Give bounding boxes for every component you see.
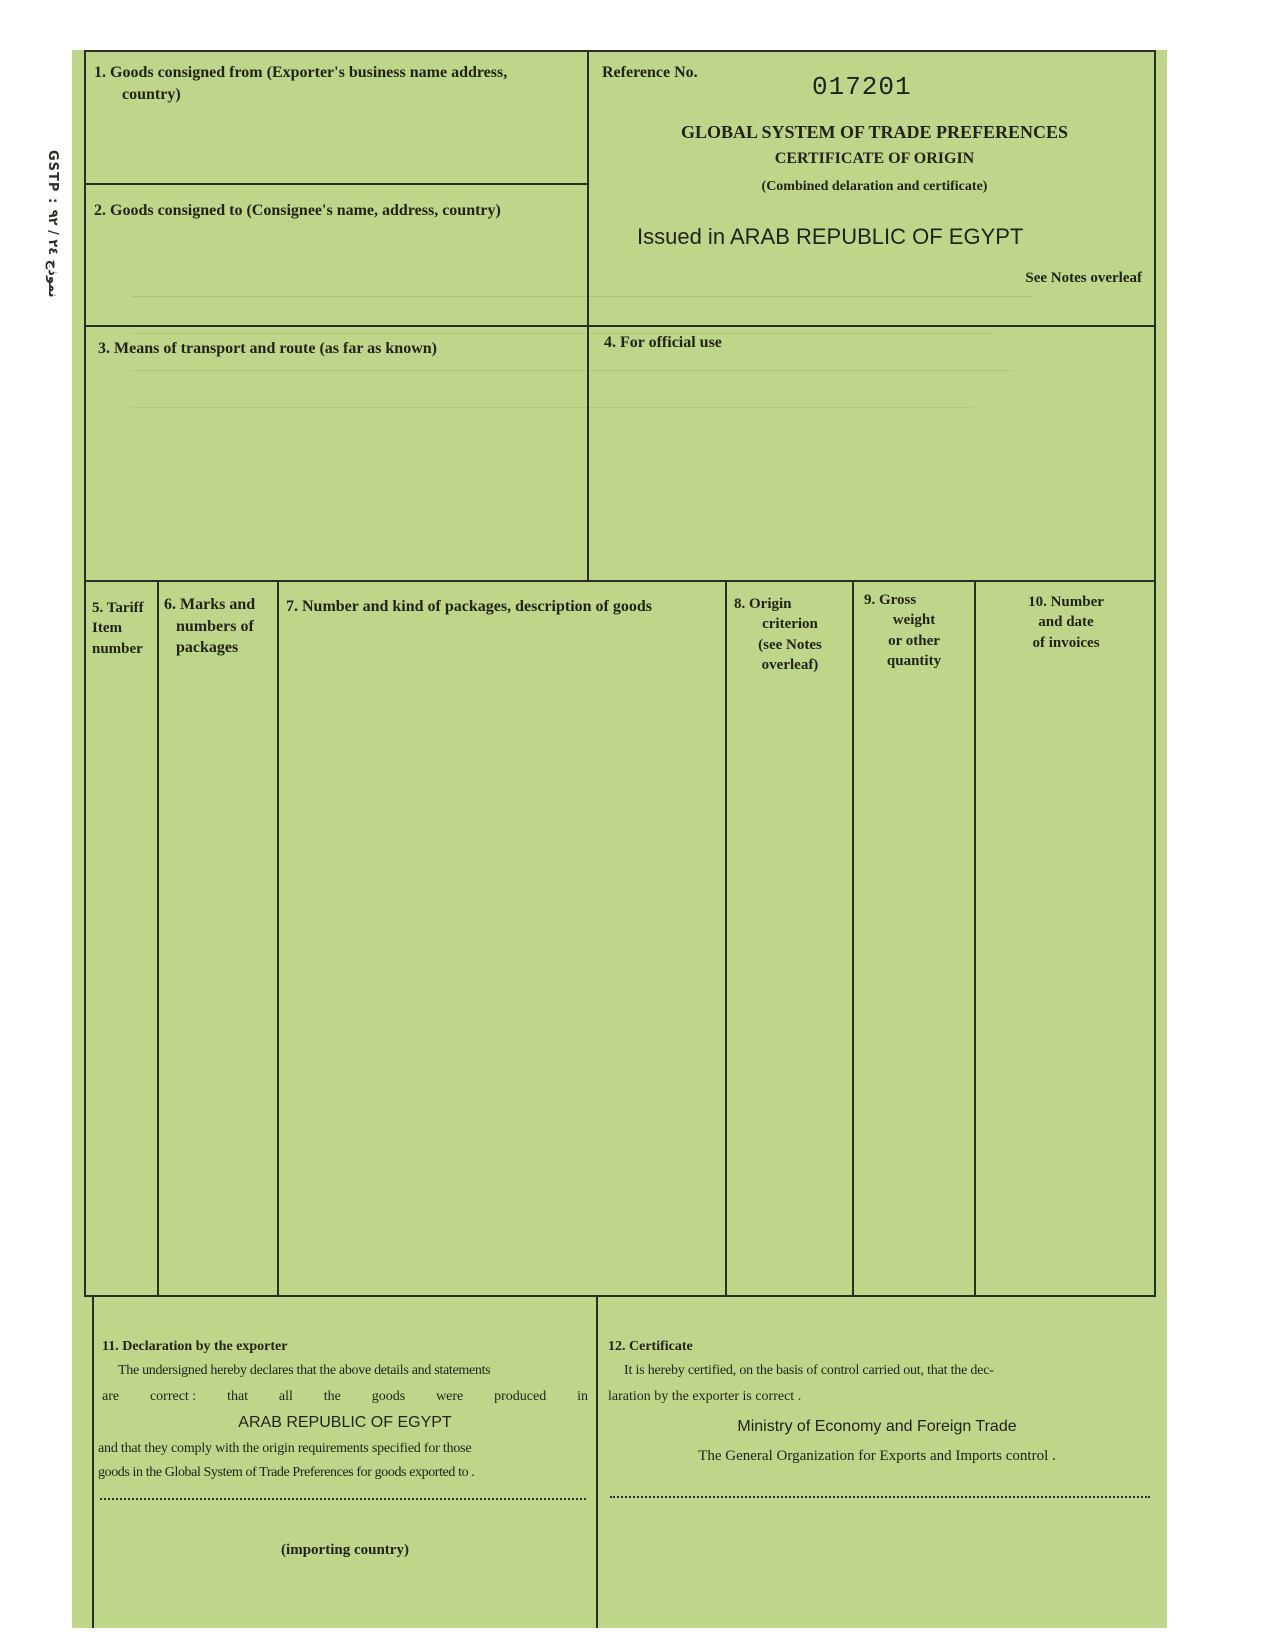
rule-row2 [84,325,1156,327]
rule-top [84,50,1156,52]
box12-line2: laration by the exporter is correct . [608,1389,802,1404]
col8-line4: overleaf) [761,656,819,673]
box11-line3: and that they comply with the origin requirements specified for those [98,1441,472,1456]
col9-line3: or other [888,632,940,649]
col9-header [856,590,972,671]
rule-header-divider [587,50,589,582]
col9-line2: weight [892,612,936,629]
rule-col8 [852,580,854,1295]
col7-line1: 7. Number and kind of packages, description of goods [286,598,652,615]
col7-header [286,596,726,618]
col8-header [730,594,850,675]
col5-line2: Item [92,620,122,637]
col5-line3: number [92,640,143,657]
box11-caption: (importing country) [281,1542,409,1558]
box11-word: are [102,1389,120,1404]
box12-organization: The General Organization for Exports and Imports control . [698,1448,1056,1464]
box11-line4: goods in the Global System of Trade Preferences for goods exported to . [98,1465,475,1480]
rule-row3 [84,580,1156,582]
box3-label: 3. Means of transport and route (as far as known) [98,340,437,357]
col5-header [92,598,158,659]
box12-dotted-line [610,1496,1150,1498]
col9-line4: quantity [886,652,942,669]
col10-line3: of invoices [1032,634,1100,651]
box11-line2 [102,1388,588,1407]
rule-col9 [974,580,976,1295]
issued-prefix: Issued in [637,224,726,249]
system-title: GLOBAL SYSTEM OF TRADE PREFERENCES [680,122,1069,142]
box11-line1: The undersigned hereby declares that the above details and statements [118,1363,491,1378]
box11-title: 11. Declaration by the exporter [102,1339,288,1354]
col10-line2: and date [1038,614,1094,631]
box11-country: ARAB REPUBLIC OF EGYPT [238,1414,452,1431]
see-notes: See Notes overleaf [1025,270,1142,286]
col6-line3: packages [176,639,239,657]
reference-number: 017201 [812,72,912,102]
rule-col6 [277,580,279,1295]
box12-title: 12. Certificate [608,1339,693,1354]
rule-box11-box12 [596,1295,598,1628]
box11-dotted-line [100,1498,586,1500]
certificate-form [72,50,1167,1628]
box11-word: produced [494,1389,547,1404]
box11-word: were [436,1389,464,1404]
box4-label: 4. For official use [604,334,722,351]
col9-line1: 9. Gross [864,592,917,608]
rule-box1-box2 [84,183,587,185]
box11-word: the [323,1389,341,1404]
rule-row4 [84,1295,1156,1297]
rule-box11-left [92,1295,94,1628]
box1-label-line2: country) [122,85,181,103]
box11-word: all [278,1389,293,1404]
col8-line3: (see Notes [758,636,822,653]
reference-label: Reference No. [602,64,698,81]
col6-header [164,594,276,659]
certificate-subtitle: (Combined delaration and certificate) [761,179,988,194]
issued-in [637,222,1023,252]
form-side-code: GSTP : نموذج ٢٤ / ٩٢ [45,150,60,298]
col5-line1: 5. Tariff [92,600,144,616]
col6-line1: 6. Marks and [164,596,256,613]
col8-line1: 8. Origin [734,596,792,612]
box12-ministry: Ministry of Economy and Foreign Trade [737,1418,1017,1435]
col6-line2: numbers of [176,617,254,635]
col10-line1: 10. Number [1028,594,1104,610]
box2-label: 2. Goods consigned to (Consignee's name, address, country) [94,202,501,219]
col8-line2: criterion [762,616,818,633]
box11-word: that [227,1389,249,1404]
rule-left-outer [84,50,86,1295]
box1-label [94,62,584,105]
box1-label-line1: 1. Goods consigned from (Exporter's business name address, [94,64,508,81]
issued-country: ARAB REPUBLIC OF EGYPT [729,224,1024,249]
rule-col7 [725,580,727,1295]
box11-word: in [577,1389,588,1404]
col10-header [978,592,1154,653]
box12-line1: It is hereby certified, on the basis of control carried out, that the dec- [624,1363,994,1378]
rule-right-outer [1154,50,1156,1295]
certificate-title: CERTIFICATE OF ORIGIN [774,150,975,167]
rule-col5 [157,580,159,1295]
box11-word: goods [371,1389,406,1404]
box11-word: correct : [149,1389,197,1404]
